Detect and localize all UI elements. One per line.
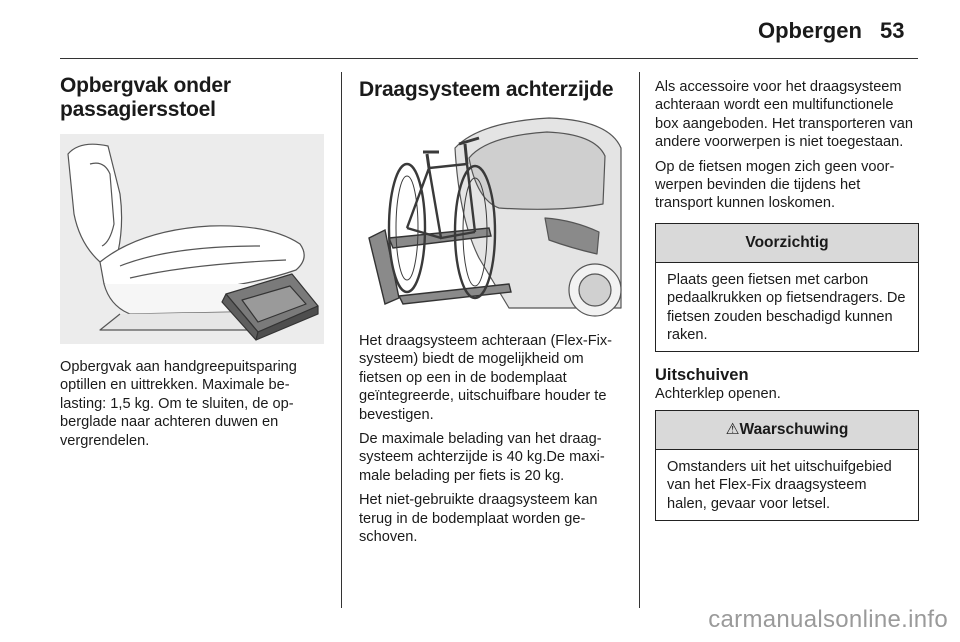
caution-title: Voorzichtig — [656, 224, 918, 263]
carrier-paragraph-2: De maximale belading van het draagsysteem achterzijde is 40 kg.De maximale belading per fiets is 20 kg. — [359, 431, 605, 484]
carrier-paragraph-1: Het draagsysteem achteraan (Flex-Fix-systeem) biedt de mogelijkheid om fietsen op een in de bodemplaat geïntegreerde, uitschuifbare houder te bevestigen. — [359, 333, 613, 423]
bike-carrier-illustration — [359, 108, 623, 318]
extend-instruction: Achterklep openen. — [655, 386, 781, 403]
seat-drawer-illustration — [60, 134, 324, 344]
warning-triangle-icon: ⚠ — [725, 420, 740, 438]
warning-text: Omstanders uit het uitschuifgebied van het Flex-Fix draagsysteem halen, gevaar voor letsel. — [667, 458, 892, 512]
warning-title: Waarschuwing — [739, 420, 849, 438]
accessory-paragraph-1: Als accessoire voor het draagsysteem achteraan wordt een multifunctionele box aangeboden. Het transporteren van andere voorwerpen is niet toegestaan. — [655, 79, 914, 151]
accessory-paragraph-2: Op de fietsen mogen zich geen voorwerpen bevinden die tijdens het transport kunnen loskomen. — [655, 158, 895, 212]
page-number: 53 — [880, 18, 905, 43]
column-accessories — [655, 78, 919, 521]
watermark: carmanualsonline.info — [708, 606, 948, 633]
section-heading-carrier: Draagsysteem achterzijde — [359, 78, 614, 101]
column-divider-1 — [341, 72, 342, 608]
section-heading-storage: Opbergvak onder passagiersstoel — [60, 74, 231, 121]
page-header-title: Opbergen — [758, 18, 862, 43]
carrier-paragraph-3: Het niet-gebruikte draagsysteem kan terug in de bodemplaat worden geschoven. — [359, 492, 598, 546]
column-rear-carrier — [359, 78, 623, 552]
caution-box — [655, 223, 919, 353]
column-divider-2 — [639, 72, 640, 608]
caution-text: Plaats geen fietsen met carbon pedaalkrukken op fietsendragers. De fietsen zouden beschadigd kunnen raken. — [667, 271, 906, 344]
warning-box — [655, 410, 919, 521]
header-rule — [60, 58, 918, 59]
column-storage-compartment — [60, 74, 324, 456]
warning-header — [656, 411, 918, 450]
storage-paragraph: Opbergvak aan handgreepuitsparing optillen en uittrekken. Maximale belasting: 1,5 kg. Om te sluiten, de opberglade naar achteren duwen en vergrendelen. — [60, 359, 297, 449]
subheading-extend: Uitschuiven — [655, 366, 749, 385]
